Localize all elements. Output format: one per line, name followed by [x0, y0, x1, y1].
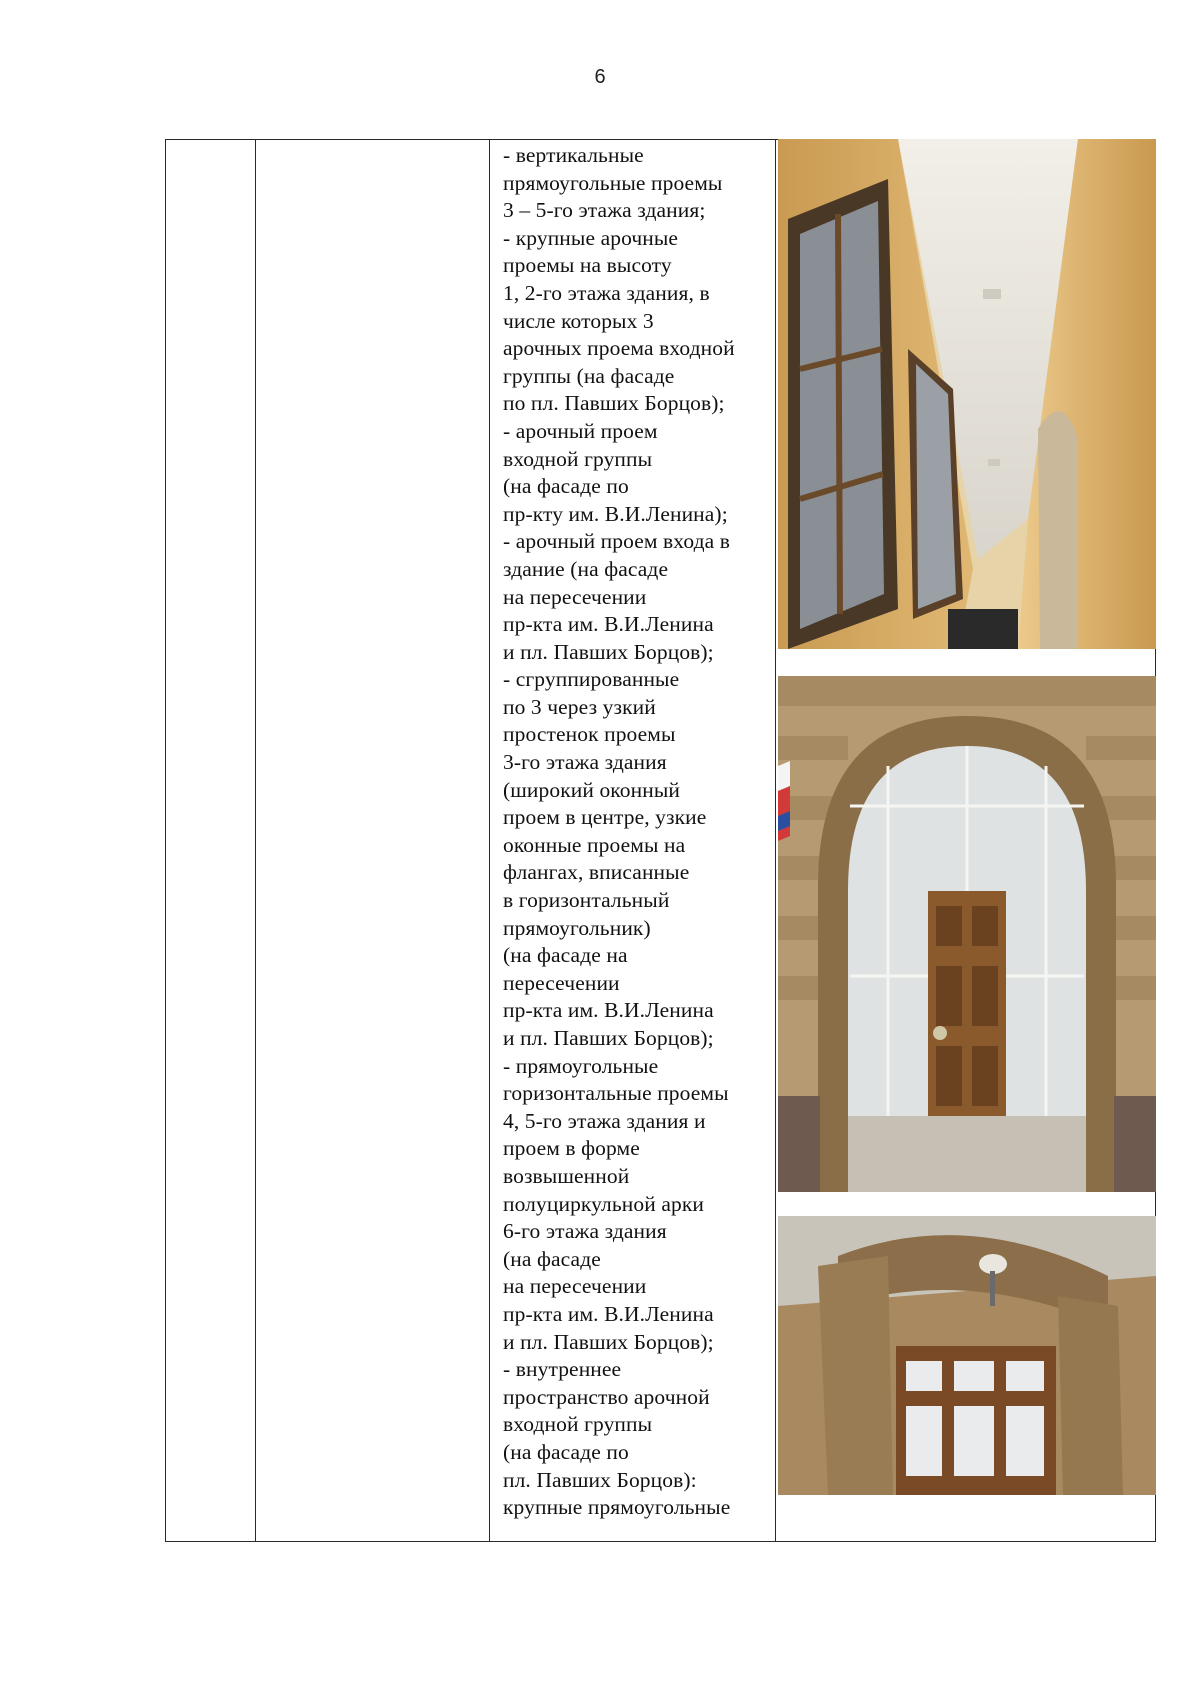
description-line: возвышенной	[503, 1163, 630, 1188]
photo-facade-window	[778, 1216, 1156, 1495]
description-line: на пересечении	[503, 584, 647, 609]
description-line: группы (на фасаде	[503, 363, 675, 388]
description-line: пл. Павших Борцов):	[503, 1467, 697, 1492]
description-line: проем в центре, узкие	[503, 805, 707, 830]
description-line: пр-кту им. В.И.Ленина);	[503, 501, 728, 526]
description-line: и пл. Павших Борцов);	[503, 1026, 714, 1050]
description-line: - арочный проем	[503, 418, 658, 443]
description-line: арочных проема входной	[503, 336, 735, 361]
description-line: пространство арочной	[503, 1384, 710, 1409]
description-line: проем в форме	[503, 1136, 640, 1161]
description-line: горизонтальные проемы	[503, 1081, 729, 1106]
description-line: в горизонтальный	[503, 888, 670, 913]
description-line: 3-го этажа здания	[503, 750, 667, 775]
photo-arched-entrance	[778, 676, 1156, 1192]
description-line: проемы на высоту	[503, 253, 672, 278]
description-line: полуциркульной арки	[503, 1191, 704, 1216]
description-line: прямоугольник)	[503, 915, 651, 940]
description-line: 3 – 5-го этажа здания;	[503, 198, 706, 223]
description-line: здание (на фасаде	[503, 556, 669, 581]
description-line: 1, 2-го этажа здания, в	[503, 280, 710, 305]
description-line: (на фасаде на	[503, 943, 628, 968]
photo-arcade-interior	[778, 139, 1156, 649]
page-number: 6	[594, 66, 606, 88]
description-line: флангах, вписанные	[503, 860, 690, 885]
description-line: и пл. Павших Борцов);	[503, 1329, 714, 1354]
description-line: - сгруппированные	[503, 667, 680, 692]
description-line: по 3 через узкий	[503, 694, 656, 719]
description-line: крупные прямоугольные	[503, 1495, 731, 1520]
description-line: - прямоугольные	[503, 1053, 659, 1078]
description-line: на пересечении	[503, 1274, 647, 1299]
description-line: 4, 5-го этажа здания и	[503, 1108, 706, 1133]
column-divider-2	[489, 140, 490, 1541]
column-divider-3	[775, 140, 776, 1541]
description-line: входной группы	[503, 446, 653, 471]
description-line: (на фасаде по	[503, 474, 629, 499]
description-cell	[503, 142, 773, 1522]
description-line: - внутреннее	[503, 1357, 622, 1382]
description-line: числе которых 3	[503, 308, 654, 333]
description-line: - арочный проем входа в	[503, 529, 730, 554]
description-line: и пл. Павших Борцов);	[503, 639, 714, 664]
description-line: (на фасаде по	[503, 1439, 629, 1464]
description-line: по пл. Павших Борцов);	[503, 391, 725, 416]
description-line: 6-го этажа здания	[503, 1219, 667, 1244]
description-line: пересечении	[503, 970, 620, 995]
description-line: оконные проемы на	[503, 832, 686, 857]
description-line: входной группы	[503, 1412, 653, 1437]
column-divider-1	[255, 140, 256, 1541]
description-line: (на фасаде	[503, 1246, 601, 1271]
description-line: пр-кта им. В.И.Ленина	[503, 1301, 714, 1326]
description-line: - вертикальные	[503, 143, 644, 167]
description-line: пр-кта им. В.И.Ленина	[503, 612, 714, 637]
description-line: пр-кта им. В.И.Ленина	[503, 998, 714, 1023]
description-line: прямоугольные проемы	[503, 170, 723, 195]
description-line: простенок проемы	[503, 722, 676, 747]
description-line: - крупные арочные	[503, 225, 679, 250]
description-line: (широкий оконный	[503, 777, 680, 802]
